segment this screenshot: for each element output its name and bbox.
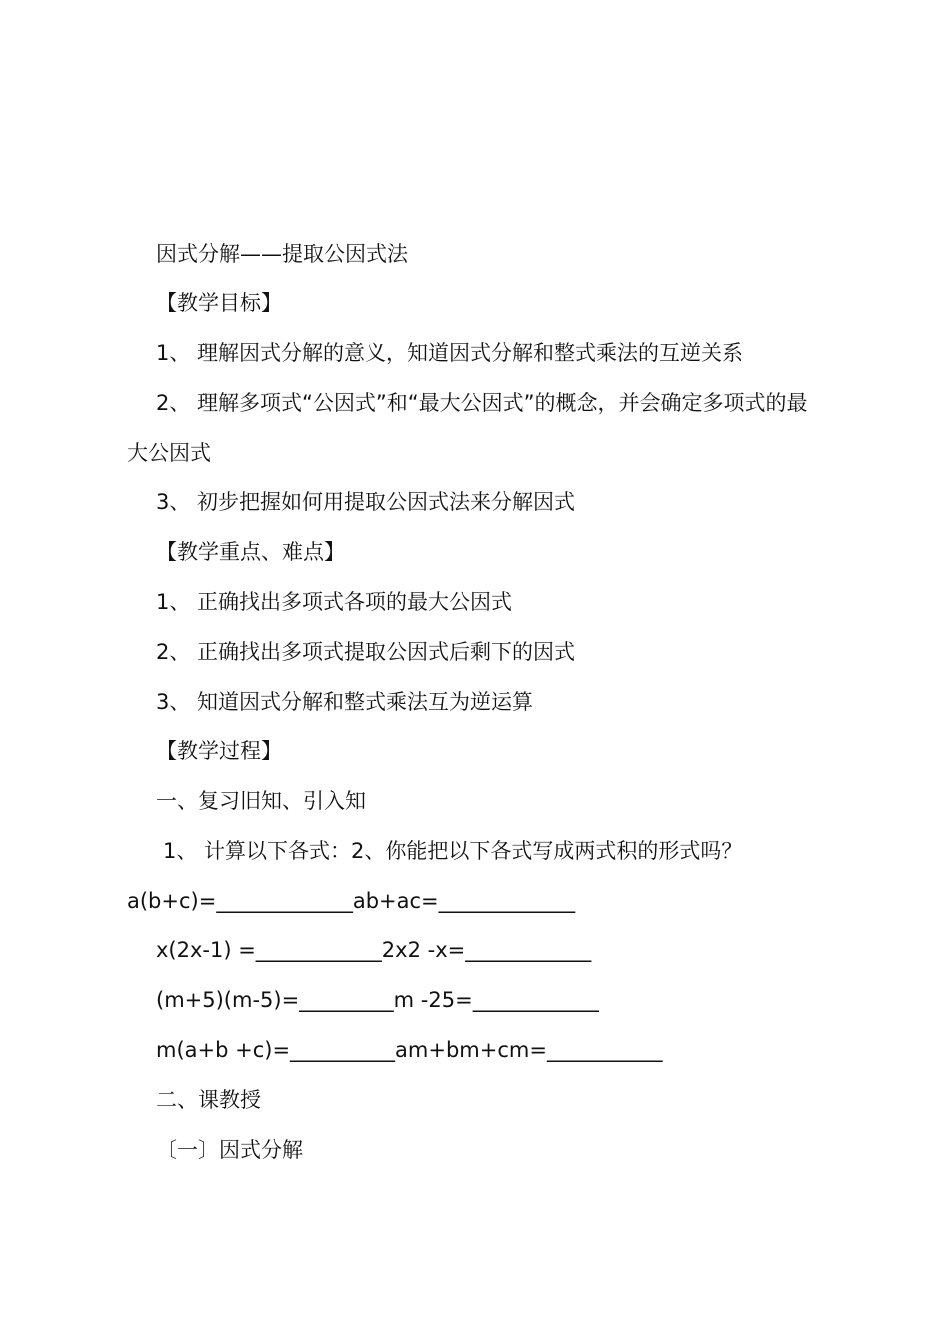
exercise-row-1: a(b+c)=_____________ab+ac=_____________ [127, 889, 576, 913]
process-heading: 【教学过程】 [156, 739, 282, 763]
goal-item-2-line-2: 大公因式 [127, 441, 211, 465]
goal-item-3: 3、 初步把握如何用提取公因式法来分解因式 [156, 490, 576, 514]
goal-item-1: 1、 理解因式分解的意义，知道因式分解和整式乘法的互逆关系 [156, 341, 744, 365]
key-point-2: 2、 正确找出多项式提取公因式后剩下的因式 [156, 640, 576, 664]
goals-heading: 【教学目标】 [156, 291, 282, 315]
goal-item-2-line-1: 2、 理解多项式“公因式”和“最大公因式”的概念，并会确定多项式的最 [156, 391, 808, 415]
exercise-intro: 1、 计算以下各式：2、你能把以下各式写成两式积的形式吗？ [163, 839, 743, 863]
exercise-row-2: x(2x-1) =____________2x2 -x=____________ [156, 938, 592, 962]
key-points-heading: 【教学重点、难点】 [156, 540, 345, 564]
part-1-heading: 一、复习旧知、引入知 [156, 789, 366, 813]
exercise-row-4: m(a+b +c)=__________am+bm+cm=___________ [156, 1038, 663, 1062]
exercise-row-3: (m+5)(m-5)=_________m -25=____________ [156, 988, 599, 1012]
key-point-3: 3、 知道因式分解和整式乘法互为逆运算 [156, 690, 534, 714]
subpart-1-heading: 〔一〕因式分解 [156, 1138, 303, 1162]
document-title: 因式分解——提取公因式法 [156, 242, 408, 266]
part-2-heading: 二、课教授 [156, 1088, 261, 1112]
key-point-1: 1、 正确找出多项式各项的最大公因式 [156, 590, 513, 614]
